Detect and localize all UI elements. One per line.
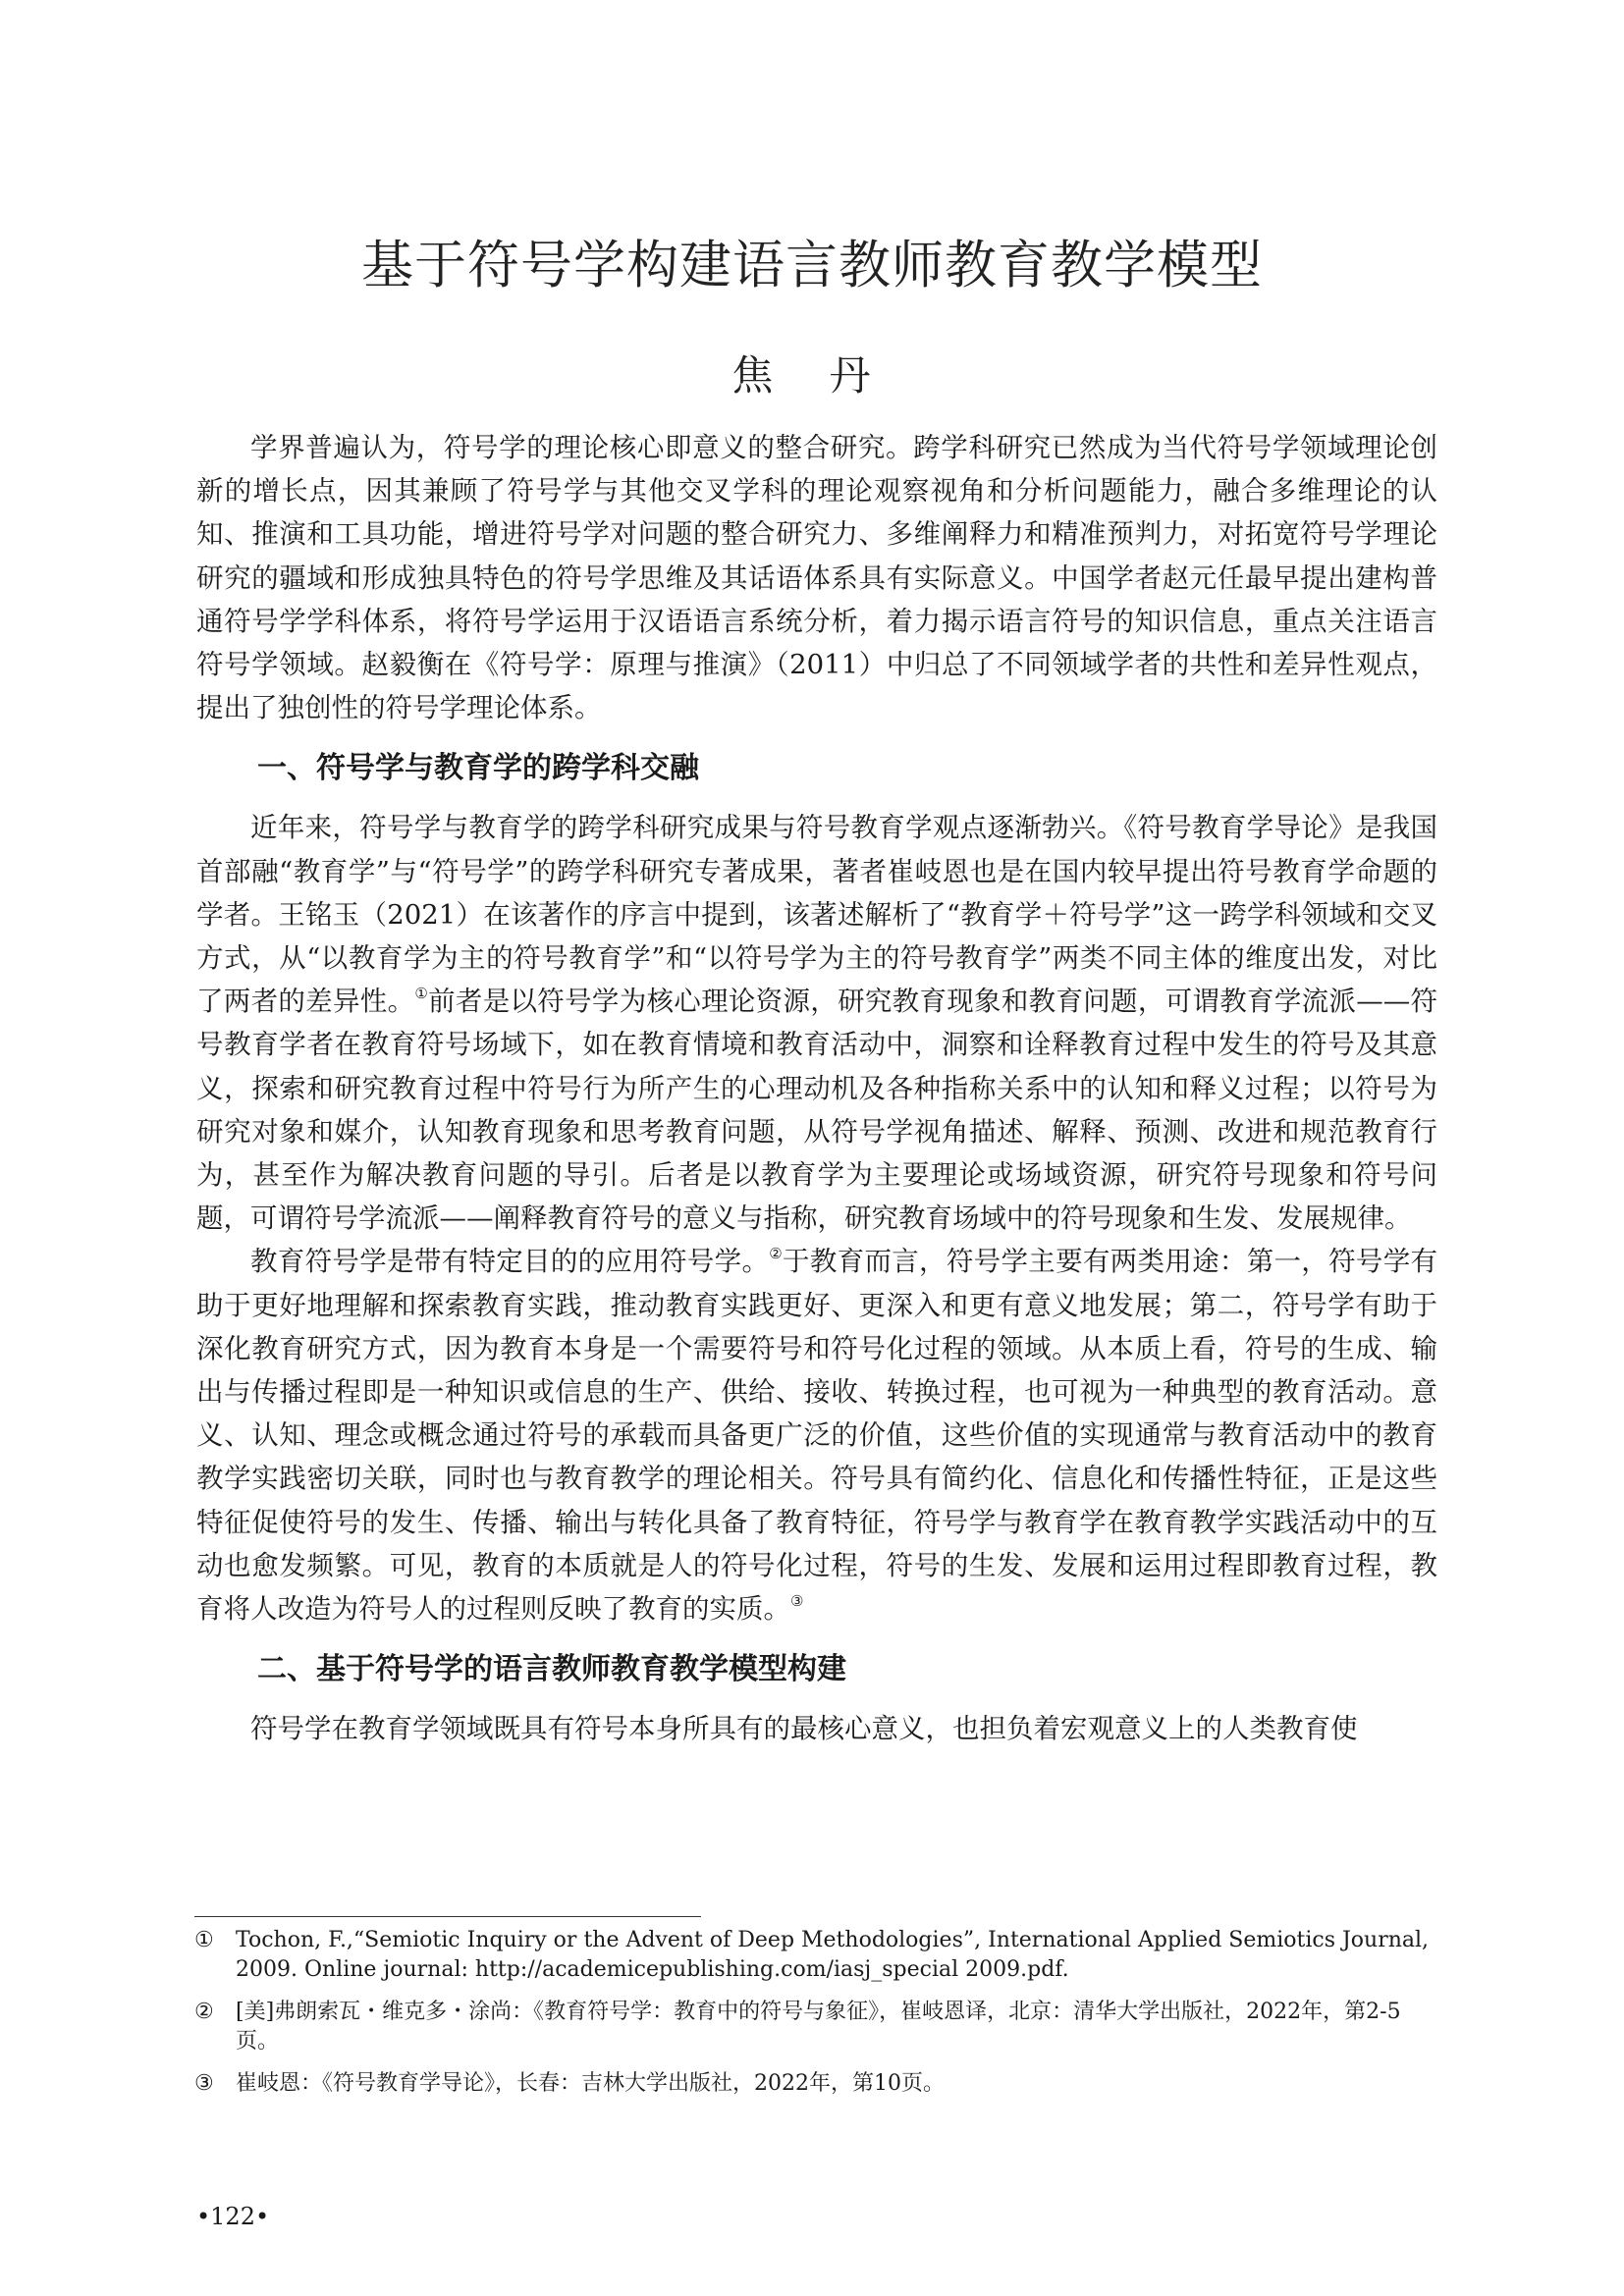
section1-paragraph-1-part-a: 近年来，符号学与教育学的跨学科研究成果与符号教育学观点逐渐勃兴。《符号教育学导论》是我国首部融“教育学”与“符号学”的跨学科研究专著成果，著者崔岐恩也是在国内较早提出符号教育学命题的学者。王铭玉（2021）在该著作的序言中提到，该著述解析了“教育学＋符号学”这一跨学科领域和交叉方式，从“以教育学为主的符号教育学”和“以符号学为主的符号教育学”两类不同主体的维度出发，对比了两者的差异性。 — [196, 812, 1437, 1018]
article-body — [196, 426, 1437, 1750]
footnote-item — [194, 1998, 1437, 2056]
section-heading-2: 二、基于符号学的语言教师教育教学模型构建 — [257, 1652, 846, 1687]
footnote-divider — [194, 1916, 701, 1917]
footnote-ref-1: ① — [414, 985, 429, 1003]
article-author: 焦 丹 — [731, 351, 893, 400]
footnote-item — [194, 2069, 1437, 2099]
section1-paragraph-2-part-b: 于教育而言，符号学主要有两类用途：第一，符号学有助于更好地理解和探索教育实践，推动教育实践更好、更深入和更有意义地发展；第二，符号学有助于深化教育研究方式，因为教育本身是一个需要符号和符号化过程的领域。从本质上看，符号的生成、输出与传播过程即是一种知识或信息的生产、供给、接收、转换过程，也可视为一种典型的教育活动。意义、认知、理念或概念通过符号的承载而具备更广泛的价值，这些价值的实现通常与教育活动中的教育教学实践密切关联，同时也与教育教学的理论相关。符号具有简约化、信息化和传播性特征，正是这些特征促使符号的发生、传播、输出与转化具备了教育特征，符号学与教育学在教育教学实践活动中的互动也愈发频繁。可见，教育的本质就是人的符号化过程，符号的生发、发展和运用过程即教育过程，教育将人改造为符号人的过程则反映了教育的实质。 — [196, 1246, 1438, 1626]
article-title: 基于符号学构建语言教师教育教学模型 — [361, 236, 1263, 295]
section1-paragraph-1-part-b: 前者是以符号学为核心理论资源，研究教育现象和教育问题，可谓教育学流派——符号教育学者在教育符号场域下，如在教育情境和教育活动中，洞察和诠释教育过程中发生的符号及其意义，探索和研究教育过程中符号行为所产生的心理动机及各种指称关系中的认知和释义过程；以符号为研究对象和媒介，认知教育现象和思考教育问题，从符号学视角描述、解释、预测、改进和规范教育行为，甚至作为解决教育问题的导引。后者是以教育学为主要理论或场域资源，研究符号现象和符号问题，可谓符号学流派——阐释教育符号的意义与指称，研究教育场域中的符号现象和生发、发展规律。 — [196, 986, 1438, 1235]
footnote-ref-3: ③ — [790, 1592, 804, 1611]
section1-paragraph-1 — [196, 806, 1437, 1240]
section2-paragraph-1: 符号学在教育学领域既具有符号本身所具有的最核心意义，也担负着宏观意义上的人类教育使 — [250, 1713, 1358, 1745]
footnote-text: [美]弗朗索瓦・维克多・涂尚：《教育符号学：教育中的符号与象征》，崔岐恩译，北京：清华大学出版社，2022年，第2-5页。 — [236, 2000, 1401, 2054]
footnote-text: 崔岐恩：《符号教育学导论》，长春：吉林大学出版社，2022年，第10页。 — [236, 2071, 945, 2096]
footnote-item — [194, 1926, 1437, 1985]
section1-paragraph-2 — [196, 1240, 1437, 1630]
intro-paragraph: 学界普遍认为，符号学的理论核心即意义的整合研究。跨学科研究已然成为当代符号学领域理论创新的增长点，因其兼顾了符号学与其他交叉学科的理论观察视角和分析问题能力，融合多维理论的认知、推演和工具功能，增进符号学对问题的整合研究力、多维阐释力和精准预判力，对拓宽符号学理论研究的疆域和形成独具特色的符号学思维及其话语体系具有实际意义。中国学者赵元任最早提出建构普通符号学学科体系，将符号学运用于汉语语言系统分析，着力揭示语言符号的知识信息，重点关注语言符号学领域。赵毅衡在《符号学：原理与推演》（2011）中归总了不同领域学者的共性和差异性观点，提出了独创性的符号学理论体系。 — [196, 432, 1437, 724]
footnote-mark: ① — [194, 1928, 214, 1952]
footnote-mark: ③ — [194, 2071, 214, 2096]
footnote-text: Tochon, F.,“Semiotic Inquiry or the Advent of Deep Methodologies”, International Applied Semiotics Journal, 2009. Online journal: http://academicepublishing.com/iasj_special 2009.pdf. — [236, 1928, 1430, 1982]
section1-paragraph-2-part-a: 教育符号学是带有特定目的的应用符号学。 — [250, 1246, 770, 1278]
footnote-ref-2: ② — [769, 1245, 784, 1263]
page-number: •122• — [196, 2203, 270, 2230]
footnote-mark: ② — [194, 2000, 214, 2024]
section-heading-1: 一、符号学与教育学的跨学科交融 — [257, 751, 699, 786]
footnotes — [194, 1926, 1437, 2111]
